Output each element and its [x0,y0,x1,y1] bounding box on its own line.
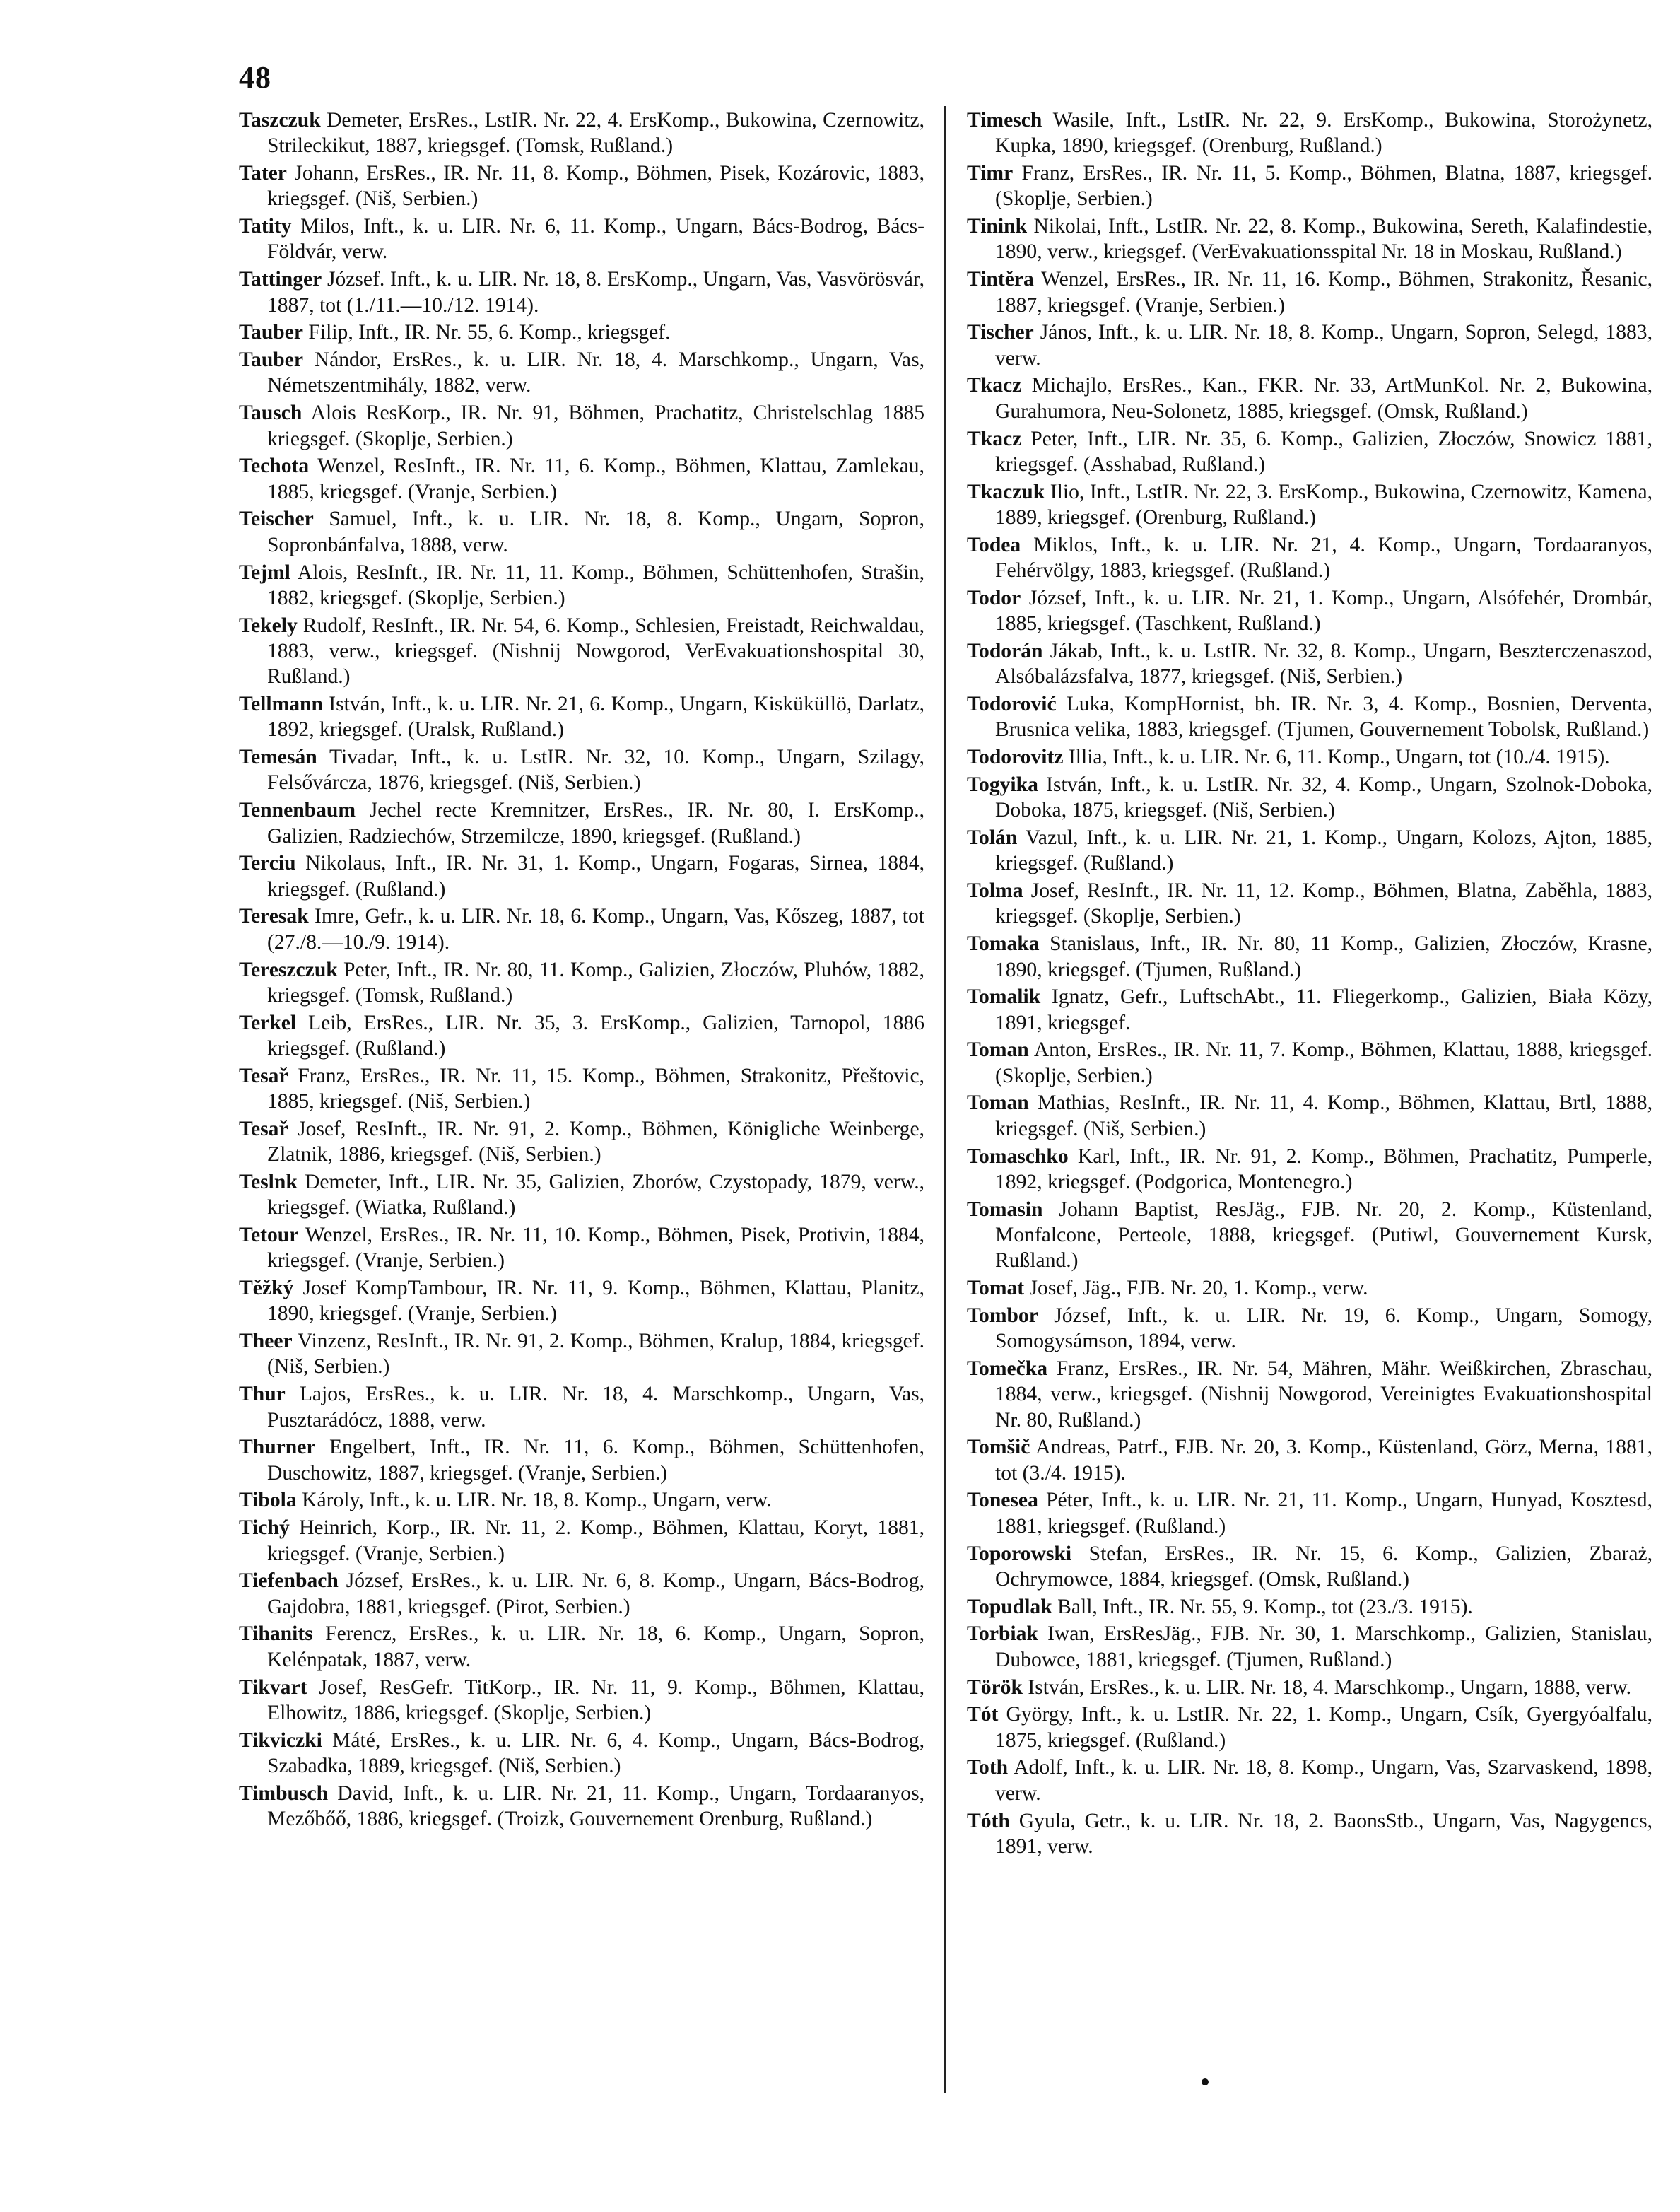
register-entry [967,1702,1652,1753]
entry-surname: Tischer [967,321,1034,344]
entry-surname: Těžký [239,1277,294,1300]
entry-details: István, ErsRes., k. u. LIR. Nr. 18, 4. Marschkomp., Ungarn, 1888, verw. [1028,1675,1632,1699]
register-entry [239,691,924,743]
register-entry [967,1197,1652,1274]
entry-details: Johann, ErsRes., IR. Nr. 11, 8. Komp., Böhmen, Pisek, Kozárovic, 1883, kriegsgef. (Niš, Serbien.) [267,162,924,211]
register-entry [239,1116,924,1168]
register-entry [239,1275,924,1327]
register-entry [239,347,924,399]
entry-surname: Teresak [239,905,309,928]
entry-details: Vazul, Inft., k. u. LIR. Nr. 21, 1. Komp., Ungarn, Kolozs, Ajton, 1885, kriegsgef. (Rußland.) [995,826,1652,875]
register-entry [239,744,924,796]
entry-details: Máté, ErsRes., k. u. LIR. Nr. 6, 4. Komp., Ungarn, Bács-Bodrog, Szabadka, 1889, kriegsgef. (Niš, Serbien.) [267,1728,924,1777]
entry-surname: Todorán [967,639,1043,662]
register-entry [239,1675,924,1726]
entry-details: Peter, Inft., LIR. Nr. 35, 6. Komp., Galizien, Złoczów, Snowicz 1881, kriegsgef. (Asshabad, Rußland.) [995,427,1652,476]
entry-surname: Togyika [967,773,1038,796]
entry-surname: Tóth [967,1809,1010,1832]
register-entry [967,160,1652,212]
entry-surname: Tomšič [967,1436,1030,1459]
entry-surname: Toman [967,1092,1029,1115]
entry-details: Imre, Gefr., k. u. LIR. Nr. 18, 6. Komp., Ungarn, Vas, Kőszeg, 1887, tot (27./8.—10./9. 1914). [267,905,924,954]
register-entry [239,453,924,505]
entry-details: Wenzel, ResInft., IR. Nr. 11, 6. Komp., Böhmen, Klattau, Zamlekau, 1885, kriegsgef. (Vranje, Serbien.) [267,455,924,503]
entry-details: Josef, ResInft., IR. Nr. 91, 2. Komp., Böhmen, Königliche Weinberge, Zlatnik, 1886, kriegsgef. (Niš, Serbien.) [267,1117,924,1166]
register-entry [967,1090,1652,1142]
entry-surname: Tiefenbach [239,1569,339,1593]
register-entry [239,160,924,212]
entry-details: Milos, Inft., k. u. LIR. Nr. 6, 11. Komp., Ungarn, Bács-Bodrog, Bács-Földvár, verw. [267,215,924,264]
entry-surname: Toman [967,1038,1029,1062]
entry-surname: Tót [967,1703,999,1726]
register-entry [239,1621,924,1673]
register-entry [239,560,924,611]
entry-details: Josef, ResInft., IR. Nr. 11, 12. Komp., Böhmen, Blatna, Zaběhla, 1883, kriegsgef. (Skoplje, Serbien.) [995,879,1652,928]
entry-surname: Todorovitz [967,746,1064,769]
entry-details: Alois ResKorp., IR. Nr. 91, Böhmen, Prachatitz, Christelschlag 1885 kriegsgef. (Skoplje, Serbien.) [267,402,924,450]
entry-surname: Tejml [239,561,290,584]
entry-details: György, Inft., k. u. LstIR. Nr. 22, 1. Komp., Ungarn, Csík, Gyergyóalfalu, 1875, kriegsgef. (Rußland.) [995,1703,1653,1752]
entry-details: Illia, Inft., k. u. LIR. Nr. 6, 11. Komp., Ungarn, tot (10./4. 1915). [1068,746,1610,769]
entry-surname: Thur [239,1383,286,1406]
entry-details: Michajlo, ErsRes., Kan., FKR. Nr. 33, ArtMunKol. Nr. 2, Bukowina, Gurahumora, Neu-Solonetz, 1885, kriegsgef. (Omsk, Rußland.) [995,374,1652,423]
entry-surname: Tomalik [967,985,1041,1009]
entry-surname: Tatity [239,215,292,238]
register-entry [239,1063,924,1115]
register-entry [967,373,1652,424]
entry-surname: Tennenbaum [239,799,356,822]
entry-details: Jechel recte Kremnitzer, ErsRes., IR. Nr. 80, I. ErsKomp., Galizien, Radziechów, Strzemilcze, 1890, kriegsgef. (Rußland.) [267,799,924,848]
entry-details: Wenzel, ErsRes., IR. Nr. 11, 16. Komp., Böhmen, Strakonitz, Řesanic, 1887, kriegsgef. (Vranje, Serbien.) [995,268,1652,317]
entry-surname: Török [967,1675,1023,1699]
entry-surname: Timr [967,162,1014,185]
register-entry [239,1169,924,1221]
entry-details: Filip, Inft., IR. Nr. 55, 6. Komp., kriegsgef. [308,321,671,344]
register-entry [239,957,924,1009]
entry-surname: Tater [239,162,287,185]
right-column [967,107,1652,1861]
entry-surname: Tikviczki [239,1728,322,1752]
register-entry [967,1144,1652,1195]
entry-surname: Tekely [239,614,298,637]
entry-surname: Timbusch [239,1781,329,1805]
page-number: 48 [239,60,271,95]
entry-details: Heinrich, Korp., IR. Nr. 11, 2. Komp., Böhmen, Klattau, Koryt, 1881, kriegsgef. (Vranje, Serbien.) [267,1516,924,1565]
register-entry [239,1010,924,1062]
entry-surname: Tolma [967,879,1023,903]
entry-surname: Tkacz [967,374,1022,397]
entry-details: Stefan, ErsRes., IR. Nr. 15, 6. Komp., Galizien, Zbaraż, Ochrymowce, 1884, kriegsgef. (Omsk, Rußland.) [995,1542,1652,1591]
entry-details: Ferencz, ErsRes., k. u. LIR. Nr. 18, 6. Komp., Ungarn, Sopron, Kelénpatak, 1887, verw. [267,1622,924,1671]
entry-details: Károly, Inft., k. u. LIR. Nr. 18, 8. Komp., Ungarn, verw. [302,1489,772,1512]
register-entry [967,1356,1652,1433]
register-entry [967,984,1652,1036]
entry-details: Iwan, ErsResJäg., FJB. Nr. 30, 1. Marschkomp., Galizien, Stanislau, Dubowce, 1881, kriegsgef. (Tjumen, Rußland.) [995,1622,1652,1671]
entry-surname: Tereszczuk [239,958,338,981]
entry-details: Peter, Inft., IR. Nr. 80, 11. Komp., Galizien, Złoczów, Pluhów, 1882, kriegsgef. (Tomsk, Rußland.) [267,958,924,1007]
entry-surname: Tausch [239,402,302,425]
entry-surname: Temesán [239,746,317,769]
register-entry [967,479,1652,531]
register-entry [239,267,924,318]
register-entry [239,320,924,345]
register-entry [239,1515,924,1567]
register-entry [967,638,1652,690]
register-entry [239,1568,924,1620]
register-entry [967,1434,1652,1486]
entry-surname: Terciu [239,852,296,875]
entry-surname: Tkacz [967,427,1022,450]
register-entry [239,1381,924,1433]
entry-surname: Toporowski [967,1542,1072,1565]
entry-details: Karl, Inft., IR. Nr. 91, 2. Komp., Böhmen, Prachatitz, Pumperle, 1892, kriegsgef. (Podgorica, Montenegro.) [995,1145,1653,1193]
entry-surname: Thurner [239,1436,316,1459]
entry-details: Adolf, Inft., k. u. LIR. Nr. 18, 8. Komp., Ungarn, Vas, Szarvaskend, 1898, verw. [995,1756,1653,1805]
entry-surname: Todorović [967,693,1057,716]
register-entry [967,1755,1652,1806]
register-entry [967,585,1652,637]
entry-surname: Todea [967,533,1021,556]
entry-surname: Terkel [239,1011,297,1034]
entry-details: Rudolf, ResInft., IR. Nr. 54, 6. Komp., Schlesien, Freistadt, Reichwaldau, 1883, verw., kriegsgef. (Nishnij Nowgorod, VerEvakuationshospital 30, Rußland.) [267,614,924,689]
register-entry [967,691,1652,743]
entry-surname: Todor [967,586,1021,609]
register-entry [967,744,1652,770]
entry-details: Johann Baptist, ResJäg., FJB. Nr. 20, 2. Komp., Küstenland, Monfalcone, Perteole, 1888, kriegsgef. (Putiwl, Gouvernement Kursk, Rußland.) [995,1198,1652,1272]
entry-surname: Tomaka [967,932,1040,956]
register-entry [239,400,924,452]
register-entry [239,107,924,159]
entry-details: Franz, ErsRes., IR. Nr. 54, Mähren, Mähr. Weißkirchen, Zbraschau, 1884, verw., kriegsgef. (Nishnij Nowgorod, Vereinigtes Evakuationshospital Nr. 80, Rußland.) [995,1357,1652,1432]
entry-details: Ball, Inft., IR. Nr. 55, 9. Komp., tot (23./3. 1915). [1057,1595,1473,1618]
entry-details: Leib, ErsRes., LIR. Nr. 35, 3. ErsKomp., Galizien, Tarnopol, 1886 kriegsgef. (Rußland.) [267,1011,924,1060]
entry-details: Josef, ResGefr. TitKorp., IR. Nr. 11, 9. Komp., Böhmen, Klattau, Elhowitz, 1886, kriegsgef. (Skoplje, Serbien.) [267,1675,924,1724]
register-entry [967,320,1652,371]
register-entry [239,613,924,690]
entry-details: Josef, Jäg., FJB. Nr. 20, 1. Komp., verw. [1029,1277,1368,1300]
entry-details: Demeter, ErsRes., LstIR. Nr. 22, 4. ErsKomp., Bukowina, Czernowitz, Strileckikut, 1887, kriegsgef. (Tomsk, Rußland.) [267,109,924,158]
entry-details: Ignatz, Gefr., LuftschAbt., 11. Fliegerkomp., Galizien, Biała Közy, 1891, kriegsgef. [995,985,1652,1034]
entry-details: Péter, Inft., k. u. LIR. Nr. 21, 11. Komp., Ungarn, Hunyad, Kosztesd, 1881, kriegsgef. (Rußland.) [995,1489,1652,1538]
entry-surname: Tattinger [239,268,322,291]
entry-details: Vinzenz, ResInft., IR. Nr. 91, 2. Komp., Böhmen, Kralup, 1884, kriegsgef. (Niš, Serbien.) [267,1330,924,1379]
entry-details: Stanislaus, Inft., IR. Nr. 80, 11 Komp., Galizien, Złoczów, Krasne, 1890, kriegsgef. (Tjumen, Rußland.) [995,932,1652,981]
entry-surname: Tomat [967,1277,1025,1300]
entry-surname: Tesař [239,1064,288,1087]
entry-details: József, Inft., k. u. LIR. Nr. 21, 1. Komp., Ungarn, Alsófehér, Drombár, 1885, kriegsgef. (Taschkent, Rußland.) [995,586,1652,636]
entry-details: Franz, ErsRes., IR. Nr. 11, 15. Komp., Böhmen, Strakonitz, Přeštovic, 1885, kriegsgef. (Niš, Serbien.) [267,1064,924,1113]
register-entry [967,878,1652,930]
entry-details: Mathias, ResInft., IR. Nr. 11, 4. Komp., Böhmen, Klattau, Brtl, 1888, kriegsgef. (Niš, Serbien.) [995,1092,1652,1140]
entry-surname: Tihanits [239,1622,313,1646]
entry-surname: Tomasin [967,1198,1043,1221]
entry-details: Wasile, Inft., LstIR. Nr. 22, 9. ErsKomp., Bukowina, Storożynetz, Kupka, 1890, kriegsgef. (Orenburg, Rußland.) [995,109,1652,158]
register-entry [967,1487,1652,1539]
register-entry [239,1328,924,1380]
entry-surname: Teslnk [239,1170,298,1193]
register-entry [967,1808,1652,1860]
register-entry [967,1541,1652,1593]
entry-details: Samuel, Inft., k. u. LIR. Nr. 18, 8. Komp., Ungarn, Sopron, Sopronbánfalva, 1888, verw. [267,508,924,556]
entry-surname: Theer [239,1330,293,1353]
entry-surname: Tkaczuk [967,480,1045,503]
entry-details: Nikolaus, Inft., IR. Nr. 31, 1. Komp., Ungarn, Fogaras, Sirnea, 1884, kriegsgef. (Rußland.) [267,852,924,901]
register-entry [967,1594,1652,1620]
entry-surname: Tolán [967,826,1018,850]
entry-surname: Tomaschko [967,1145,1069,1168]
entry-details: Lajos, ErsRes., k. u. LIR. Nr. 18, 4. Marschkomp., Ungarn, Vas, Pusztarádócz, 1888, verw. [267,1383,924,1432]
register-entry [967,107,1652,159]
entry-surname: Tauber [239,349,304,372]
entry-surname: Teischer [239,508,314,531]
register-entry [239,1222,924,1274]
entry-details: Anton, ErsRes., IR. Nr. 11, 7. Komp., Böhmen, Klattau, 1888, kriegsgef. (Skoplje, Serbien.) [995,1038,1653,1087]
register-entry [967,213,1652,265]
register-entry [239,1728,924,1779]
entry-details: Andreas, Patrf., FJB. Nr. 20, 3. Komp., Küstenland, Görz, Merna, 1881, tot (3./4. 1915). [995,1436,1652,1485]
entry-surname: Torbiak [967,1622,1038,1646]
register-entry [239,506,924,558]
entry-surname: Taszczuk [239,109,321,131]
entry-details: István, Inft., k. u. LstIR. Nr. 32, 4. Komp., Ungarn, Szolnok-Doboka, Doboka, 1875, kriegsgef. (Niš, Serbien.) [995,773,1652,822]
entry-details: Miklos, Inft., k. u. LIR. Nr. 21, 4. Komp., Ungarn, Tordaaranyos, Fehérvölgy, 1883, kriegsgef. (Rußland.) [995,533,1652,583]
register-entry [967,825,1652,877]
entry-surname: Tonesea [967,1489,1038,1512]
entry-surname: Tikvart [239,1675,307,1699]
register-entry [967,426,1652,478]
entry-surname: Tauber [239,321,304,344]
entry-details: Wenzel, ErsRes., IR. Nr. 11, 10. Komp., Böhmen, Pisek, Protivin, 1884, kriegsgef. (Vranje, Serbien.) [267,1223,924,1272]
entry-details: József, ErsRes., k. u. LIR. Nr. 6, 8. Komp., Ungarn, Bács-Bodrog, Gajdobra, 1881, kriegsgef. (Pirot, Serbien.) [267,1569,925,1618]
entry-details: Luka, KompHornist, bh. IR. Nr. 3, 4. Komp., Bosnien, Derventa, Brusnica velika, 1883, kriegsgef. (Tjumen, Gouvernement Tobolsk, Rußland.) [995,693,1652,742]
entry-surname: Timesch [967,109,1042,131]
entry-details: Ilio, Inft., LstIR. Nr. 22, 3. ErsKomp., Bukowina, Czernowitz, Kamena, 1889, kriegsgef. (Orenburg, Rußland.) [995,480,1652,529]
register-entry [967,532,1652,584]
entry-surname: Tibola [239,1489,297,1512]
entry-surname: Tichý [239,1516,290,1540]
register-entry [967,772,1652,824]
register-entry [239,903,924,955]
register-entry [967,1303,1652,1354]
entry-surname: Tomečka [967,1357,1047,1380]
register-entry [239,1781,924,1832]
entry-details: József. Inft., k. u. LIR. Nr. 18, 8. ErsKomp., Ungarn, Vas, Vasvörösvár, 1887, tot (1./11.—10./12. 1914). [267,268,924,317]
entry-details: Alois, ResInft., IR. Nr. 11, 11. Komp., Böhmen, Schüttenhofen, Strašin, 1882, kriegsgef. (Skoplje, Serbien.) [267,561,925,609]
entry-details: János, Inft., k. u. LIR. Nr. 18, 8. Komp., Ungarn, Sopron, Selegd, 1883, verw. [995,321,1652,370]
left-column [239,107,924,1834]
register-entry [967,931,1652,983]
entry-surname: Tesař [239,1117,288,1140]
register-entry [967,1675,1652,1700]
entry-surname: Toth [967,1756,1009,1779]
entry-surname: Tombor [967,1304,1038,1327]
entry-details: Tivadar, Inft., k. u. LstIR. Nr. 32, 10. Komp., Ungarn, Szilagy, Felsővárcza, 1876, kriegsgef. (Niš, Serbien.) [267,746,924,795]
register-entry [967,1037,1652,1089]
register-entry [967,1275,1652,1301]
entry-details: Franz, ErsRes., IR. Nr. 11, 5. Komp., Böhmen, Blatna, 1887, kriegsgef. (Skoplje, Serbien.) [995,162,1652,211]
entry-details: Nikolai, Inft., LstIR. Nr. 22, 8. Komp., Bukowina, Sereth, Kalafindestie, 1890, verw., kriegsgef. (VerEvakuationsspital Nr. 18 in Moskau, Rußland.) [995,215,1653,264]
entry-details: Nándor, ErsRes., k. u. LIR. Nr. 18, 4. Marschkomp., Ungarn, Vas, Németszentmihály, 1882, verw. [267,349,924,397]
entry-surname: Techota [239,455,310,478]
entry-details: Jákab, Inft., k. u. LstIR. Nr. 32, 8. Komp., Ungarn, Beszterczenaszod, Alsóbalázsfalva, 1877, kriegsgef. (Niš, Serbien.) [995,639,1652,689]
register-entry [239,1487,924,1513]
entry-details: József, Inft., k. u. LIR. Nr. 19, 6. Komp., Ungarn, Somogy, Somogysámson, 1894, verw. [995,1304,1652,1353]
ink-speck [1202,2078,1209,2085]
entry-surname: Tinink [967,215,1028,238]
register-entry [239,850,924,902]
entry-surname: Tintěra [967,268,1034,291]
entry-details: Gyula, Getr., k. u. LIR. Nr. 18, 2. BaonsStb., Ungarn, Vas, Nagygencs, 1891, verw. [995,1809,1652,1858]
register-entry [967,1621,1652,1673]
entry-details: Josef KompTambour, IR. Nr. 11, 9. Komp., Böhmen, Klattau, Planitz, 1890, kriegsgef. (Vranje, Serbien.) [267,1277,924,1326]
entry-details: Engelbert, Inft., IR. Nr. 11, 6. Komp., Böhmen, Schüttenhofen, Duschowitz, 1887, kriegsgef. (Vranje, Serbien.) [267,1436,924,1485]
entry-details: David, Inft., k. u. LIR. Nr. 21, 11. Komp., Ungarn, Tordaaranyos, Mezőbőő, 1886, kriegsgef. (Troizk, Gouvernement Orenburg, Rußland.) [267,1781,924,1830]
register-entry [967,267,1652,318]
entry-surname: Tetour [239,1223,299,1246]
register-entry [239,213,924,265]
entry-surname: Topudlak [967,1595,1052,1618]
column-divider [944,106,946,2093]
register-entry [239,797,924,849]
entry-details: István, Inft., k. u. LIR. Nr. 21, 6. Komp., Ungarn, Kisküküllö, Darlatz, 1892, kriegsgef. (Uralsk, Rußland.) [267,693,924,742]
entry-surname: Tellmann [239,693,323,716]
register-entry [239,1434,924,1486]
entry-details: Demeter, Inft., LIR. Nr. 35, Galizien, Zborów, Czystopady, 1879, verw., kriegsgef. (Wiatka, Rußland.) [267,1170,924,1219]
